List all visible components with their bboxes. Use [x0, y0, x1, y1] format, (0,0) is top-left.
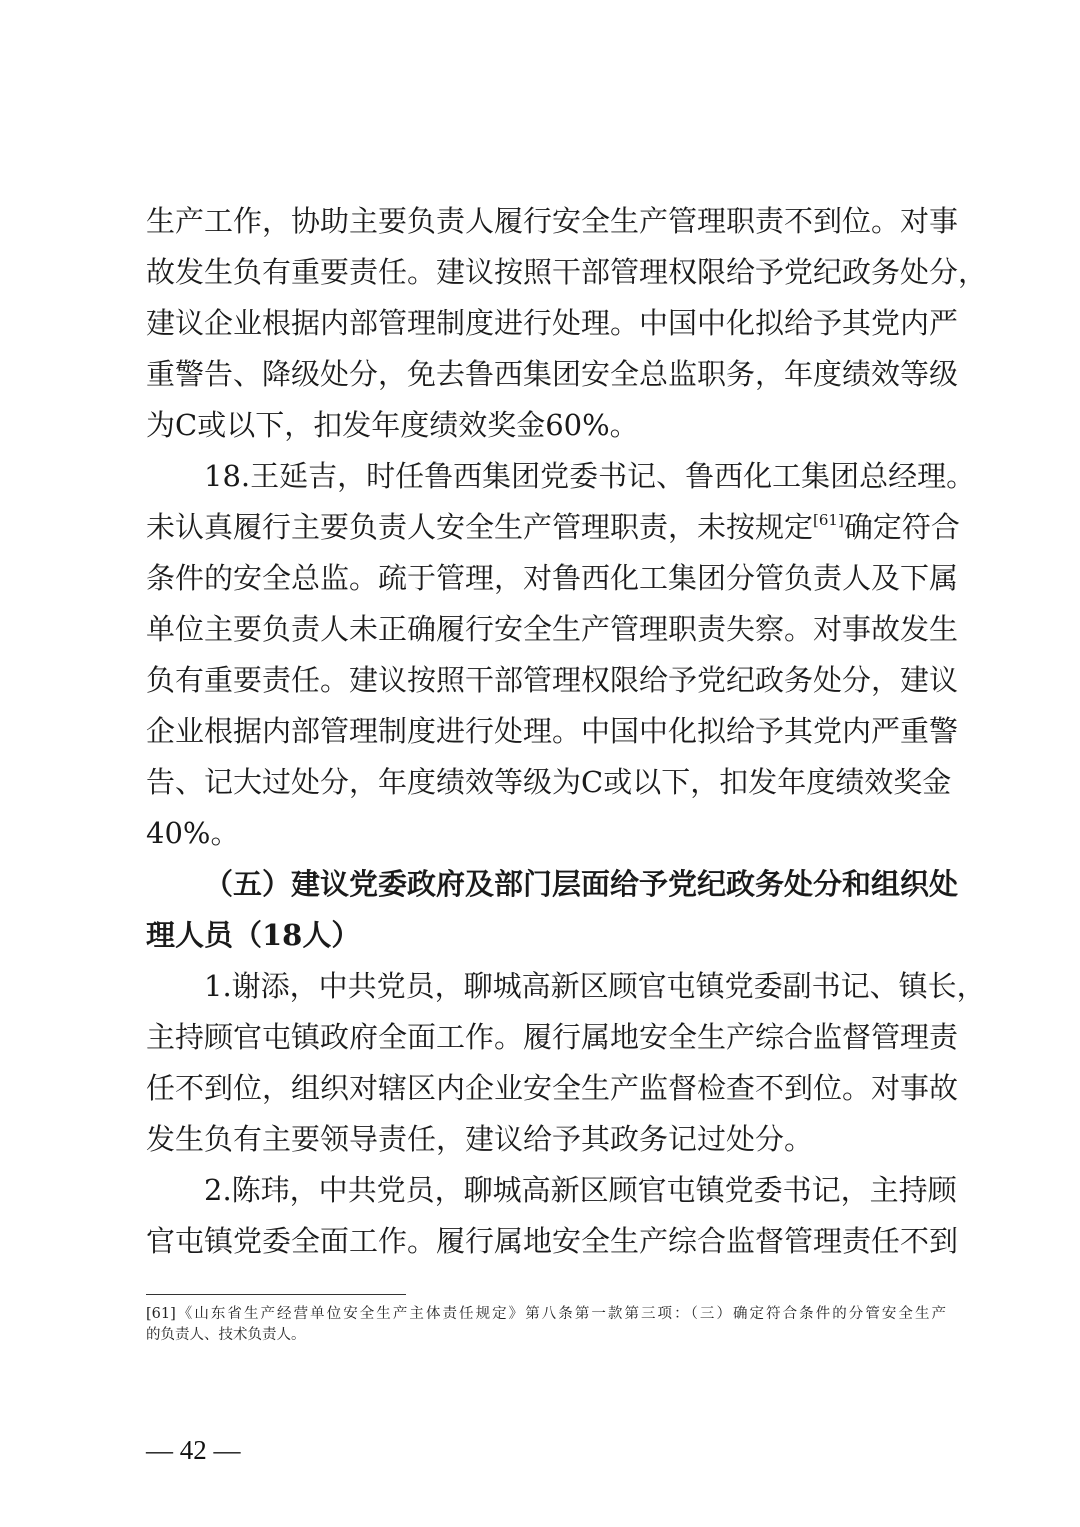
footnote-line: [61]《山东省生产经营单位安全生产主体责任规定》第八条第一款第三项：（三）确定符合条件的分管安全生产 — [146, 1306, 946, 1322]
paragraph-start-line: 1.谢添，中共党员，聊城高新区顾官屯镇党委副书记、镇长， — [204, 969, 986, 1003]
body-line: 负有重要责任。建议按照干部管理权限给予党纪政务处分，建议 — [146, 663, 959, 697]
paragraph-start-line: 2.陈玮，中共党员，聊城高新区顾官屯镇党委书记，主持顾 — [204, 1173, 957, 1207]
body-line: 条件的安全总监。疏于管理，对鲁西化工集团分管负责人及下属 — [146, 561, 959, 595]
body-line: 重警告、降级处分，免去鲁西集团安全总监职务，年度绩效等级 — [146, 357, 959, 391]
body-text-segment: 未认真履行主要负责人安全生产管理职责，未按规定 — [146, 510, 814, 544]
footnote-separator — [146, 1294, 406, 1295]
body-line: 企业根据内部管理制度进行处理。中国中化拟给予其党内严重警 — [146, 714, 959, 748]
footnote-line: 的负责人、技术负责人。 — [146, 1327, 306, 1343]
body-line: 建议企业根据内部管理制度进行处理。中国中化拟给予其党内严 — [146, 306, 959, 340]
paragraph-start-line: 18.王延吉，时任鲁西集团党委书记、鲁西化工集团总经理。 — [204, 459, 976, 493]
body-text-segment: 确定符合 — [843, 510, 960, 544]
body-line-with-footnote-ref — [146, 502, 960, 553]
page-number: — 42 — — [146, 1435, 241, 1465]
body-line: 告、记大过处分，年度绩效等级为C或以下，扣发年度绩效奖金 — [146, 765, 952, 799]
body-line: 任不到位，组织对辖区内企业安全生产监督检查不到位。对事故 — [146, 1071, 959, 1105]
body-line: 40%。 — [146, 816, 240, 850]
section-heading: （五）建议党委政府及部门层面给予党纪政务处分和组织处 — [204, 867, 959, 901]
body-line: 单位主要负责人未正确履行安全生产管理职责失察。对事故发生 — [146, 612, 959, 646]
body-line: 为C或以下，扣发年度绩效奖金60%。 — [146, 408, 639, 442]
footnote — [146, 1304, 946, 1346]
body-line: 生产工作，协助主要负责人履行安全生产管理职责不到位。对事 — [146, 204, 959, 238]
body-line: 故发生负有重要责任。建议按照干部管理权限给予党纪政务处分， — [146, 255, 988, 289]
footnote-reference[interactable]: [61] — [813, 511, 844, 529]
body-line: 发生负有主要领导责任，建议给予其政务记过处分。 — [146, 1122, 814, 1156]
body-text — [146, 196, 988, 1267]
section-heading-continued: 理人员（18人） — [146, 918, 361, 952]
body-line: 官屯镇党委全面工作。履行属地安全生产综合监督管理责任不到 — [146, 1224, 959, 1258]
body-line: 主持顾官屯镇政府全面工作。履行属地安全生产综合监督管理责 — [146, 1020, 959, 1054]
